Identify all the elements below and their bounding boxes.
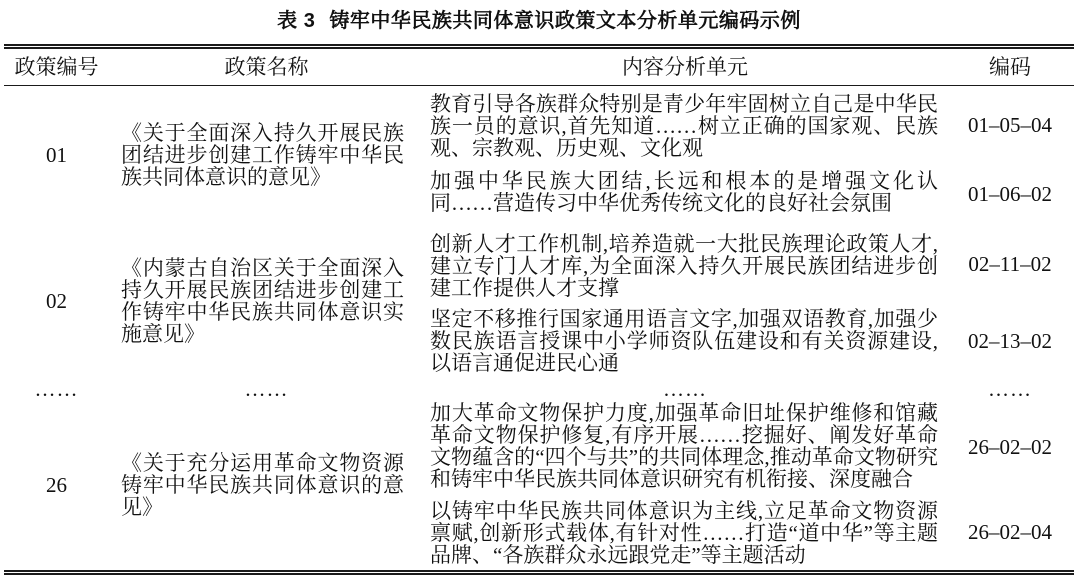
table-title-text: 铸牢中华民族共同体意识政策文本分析单元编码示例 <box>329 10 801 32</box>
unit-code: 02–13–02 <box>968 328 1052 353</box>
policy-name-26: 《关于充分运用革命文物资源铸牢中华民族共同体意识的意见》 <box>121 451 404 519</box>
ellipsis-policy-name: …… <box>244 377 289 401</box>
ellipsis-policy-id: …… <box>34 377 79 401</box>
ellipsis-code: …… <box>988 377 1032 401</box>
policy-name-02: 《内蒙古自治区关于全面深入持久开展民族团结进步创建工作铸牢中华民族共同体意识实施意见》 <box>121 256 404 346</box>
ellipsis-row <box>4 378 1074 400</box>
table-title <box>0 9 1078 33</box>
header-row <box>4 47 1074 86</box>
policy-id-02: 02 <box>46 289 67 313</box>
ellipsis-content-unit: …… <box>663 377 707 401</box>
unit-code: 01–05–04 <box>968 112 1052 137</box>
content-unit: 创新人才工作机制,培养造就一大批民族理论政策人才,建立专门人才库,为全面深入持久开展民族团结进步创建工作提供人才支撑 <box>430 232 938 300</box>
policy-id-01: 01 <box>46 143 67 167</box>
policy-id-26: 26 <box>46 473 67 497</box>
paper-table-page <box>0 9 1078 581</box>
content-unit: 加大革命文物保护力度,加强革命旧址保护维修和馆藏革命文物保护修复,有序开展……挖掘好、阐发好革命文物蕴含的“四个与共”的共同体理念,推动革命文物研究和铸牢中华民族共同体意识研究有机衔接、深度融合 <box>430 401 938 491</box>
content-unit: 教育引导各族群众特别是青少年牢固树立自己是中华民族一员的意识,首先知道……树立正确的国家观、民族观、宗教观、历史观、文化观 <box>430 92 938 160</box>
table-row <box>4 86 1074 164</box>
policy-name-01: 《关于全面深入持久开展民族团结进步创建工作铸牢中华民族共同体意识的意见》 <box>121 121 404 189</box>
col-header-policy-id: 政策编号 <box>4 47 109 86</box>
unit-code: 26–02–04 <box>968 520 1052 544</box>
table-number-label: 表 3 <box>277 10 316 32</box>
col-header-policy-name: 政策名称 <box>109 47 424 86</box>
unit-code: 26–02–02 <box>968 435 1052 459</box>
content-unit: 加强中华民族大团结,长远和根本的是增强文化认同……营造传习中华优秀传统文化的良好社会氛围 <box>430 169 938 215</box>
content-unit: 坚定不移推行国家通用语言文字,加强双语教育,加强少数民族语言授课中小学师资队伍建设和有关资源建设,以语言通促进民心通 <box>430 307 938 375</box>
table-row <box>4 224 1074 303</box>
policy-coding-table <box>4 44 1074 575</box>
table-header <box>4 47 1074 86</box>
col-header-code: 编码 <box>946 47 1074 86</box>
unit-code: 02–11–02 <box>968 251 1052 276</box>
unit-code: 01–06–02 <box>968 181 1052 206</box>
table-row <box>4 400 1074 494</box>
content-unit: 以铸牢中华民族共同体意识为主线,立足革命文物资源禀赋,创新形式载体,有针对性……打造“道中华”等主题品牌、“各族群众永远跟党走”等主题活动 <box>430 499 938 567</box>
col-header-content-unit: 内容分析单元 <box>424 47 946 86</box>
